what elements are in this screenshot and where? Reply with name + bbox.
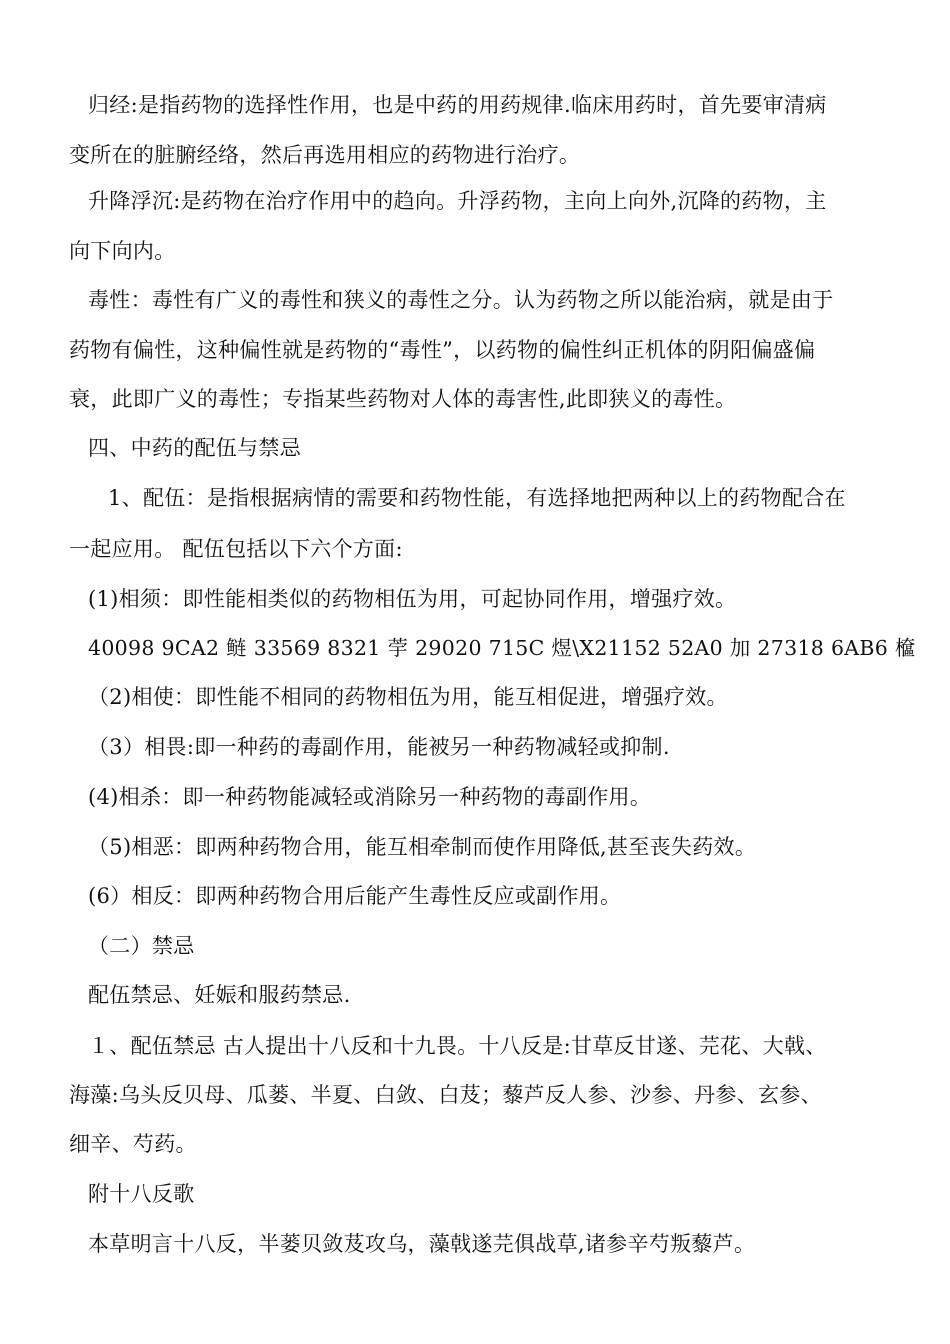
text-line: 变所在的脏腑经络，然后再选用相应的药物进行治疗。	[69, 143, 581, 167]
text-line: 海藻:乌头反贝母、瓜蒌、半夏、白敛、白芨；藜芦反人参、沙参、丹参、玄参、	[69, 1083, 822, 1107]
text-line: 归经:是指药物的选择性作用，也是中药的用药规律.临床用药时，首先要审清病	[88, 93, 827, 117]
text-line: （2)相使：即性能不相同的药物相伍为用，能互相促进，增强疗效。	[88, 685, 728, 709]
text-line: 1、配伍：是指根据病情的需要和药物性能，有选择地把两种以上的药物配合在	[108, 486, 846, 510]
text-line: 细辛、芍药。	[69, 1132, 197, 1156]
text-line: 一起应用。 配伍包括以下六个方面:	[69, 537, 403, 561]
section-heading: 四、中药的配伍与禁忌	[88, 436, 301, 460]
text-line: （5)相恶：即两种药物合用，能互相牵制而使作用降低,甚至丧失药效。	[88, 835, 757, 859]
text-line: 向下向内。	[69, 239, 176, 263]
text-line: 升降浮沉:是药物在治疗作用中的趋向。升浮药物，主向上向外,沉降的药物，主	[88, 189, 827, 213]
text-line: (6）相反：即两种药物合用后能产生毒性反应或副作用。	[88, 884, 622, 908]
section-heading: （二）禁忌	[88, 934, 195, 958]
text-line: 40098 9CA2 鲢 33569 8321 荢 29020 715C 煜\X21152 52A0 加 27318 6AB6 檶	[88, 636, 916, 660]
text-line: 毒性：毒性有广义的毒性和狭义的毒性之分。认为药物之所以能治病，就是由于	[88, 288, 834, 312]
text-line: 配伍禁忌、妊娠和服药禁忌.	[88, 983, 351, 1007]
text-line: 衰，此即广义的毒性；专指某些药物对人体的毒害性,此即狭义的毒性。	[69, 387, 737, 411]
text-line: （3）相畏:即一种药的毒副作用，能被另一种药物减轻或抑制.	[88, 735, 670, 759]
text-line: 药物有偏性，这种偏性就是药物的“毒性”，以药物的偏性纠正机体的阴阳偏盛偏	[69, 338, 816, 362]
text-line: １、配伍禁忌 古人提出十八反和十九畏。十八反是:甘草反甘遂、芫花、大戟、	[88, 1034, 827, 1058]
section-heading: 附十八反歌	[88, 1182, 195, 1206]
text-line: 本草明言十八反，半蒌贝敛芨攻乌，藻戟遂芫俱战草,诸参辛芍叛藜芦。	[88, 1232, 756, 1256]
text-line: (1)相须：即性能相类似的药物相伍为用，可起协同作用，增强疗效。	[88, 587, 737, 611]
text-line: (4)相杀：即一种药物能减轻或消除另一种药物的毒副作用。	[88, 785, 652, 809]
